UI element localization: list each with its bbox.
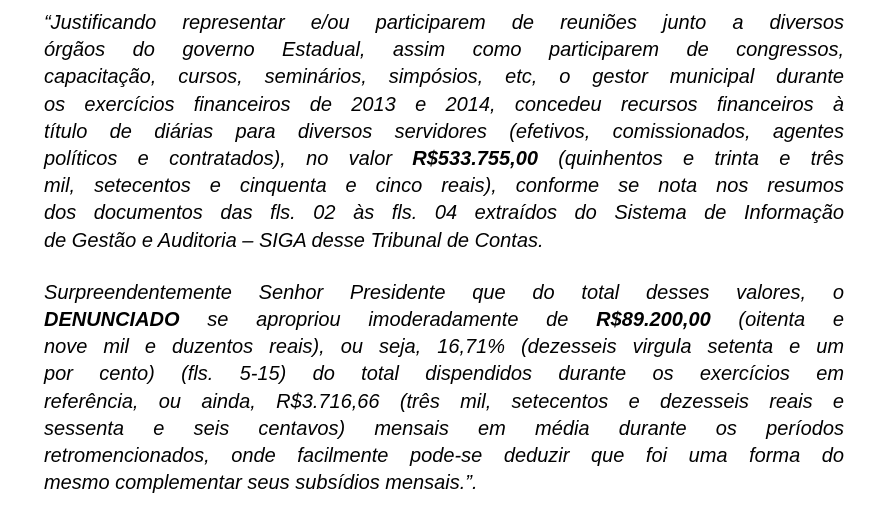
text-line	[44, 146, 844, 173]
quote-paragraph-2	[44, 280, 844, 498]
text-line: título de diárias para diversos servidores (efetivos, comissionados, agentes	[44, 120, 844, 143]
text-segment: (quinhentos e trinta e três	[537, 148, 844, 171]
text-line: mil, setecentos e cinquenta e cinco reais), conforme se nota nos resumos	[44, 175, 844, 198]
text-line: sessenta e seis centavos) mensais em média durante os períodos	[44, 417, 844, 440]
text-segment: se apropriou imoderadamente de	[179, 309, 597, 332]
text-line: de Gestão e Auditoria – SIGA desse Tribunal de Contas.	[44, 229, 544, 252]
amount-total: R$533.755,00	[412, 148, 538, 171]
text-line: nove mil e duzentos reais), ou seja, 16,71% (dezesseis virgula setenta e um	[44, 336, 844, 359]
text-line: mesmo complementar seus subsídios mensais.”.	[44, 472, 478, 495]
text-line: Surpreendentemente Senhor Presidente que do total desses valores, o	[44, 281, 844, 304]
quote-paragraph-1	[44, 10, 844, 255]
text-line: referência, ou ainda, R$3.716,66 (três mil, setecentos e dezesseis reais e	[44, 390, 844, 413]
text-line: por cento) (fls. 5-15) do total dispendidos durante os exercícios em	[44, 363, 844, 386]
text-line: dos documentos das fls. 02 às fls. 04 extraídos do Sistema de Informação	[44, 202, 844, 225]
text-line: “Justificando representar e/ou participarem de reuniões junto a diversos	[44, 12, 844, 34]
text-line	[44, 307, 844, 334]
text-line: órgãos do governo Estadual, assim como participarem de congressos,	[44, 39, 844, 62]
amount-appropriated: R$89.200,00	[596, 309, 711, 332]
denounced-label: DENUNCIADO	[44, 309, 180, 332]
text-line: retromencionados, onde facilmente pode-se deduzir que foi uma forma do	[44, 445, 844, 468]
text-segment: (oitenta e	[710, 309, 844, 332]
text-line: capacitação, cursos, seminários, simpósios, etc, o gestor municipal durante	[44, 66, 844, 89]
text-segment: políticos e contratados), no valor	[44, 148, 413, 171]
text-line: os exercícios financeiros de 2013 e 2014, concedeu recursos financeiros à	[44, 93, 844, 116]
